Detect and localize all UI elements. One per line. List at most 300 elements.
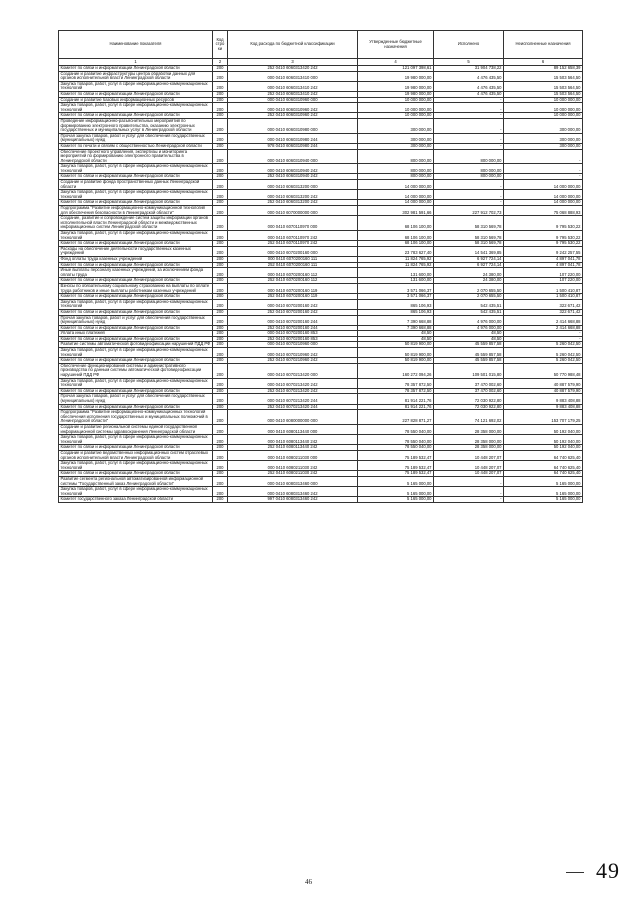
- row-executed: 800 000,00: [434, 174, 504, 180]
- row-kbk: 000 0410 6080000000 000: [228, 410, 358, 425]
- row-kbk: 000 0410 6060310960 000: [228, 97, 358, 103]
- table-row: [59, 180, 583, 190]
- row-code: 200: [213, 315, 228, 325]
- table-row: [59, 348, 583, 358]
- row-executed: 58 310 569,78: [434, 216, 504, 231]
- row-code: 200: [213, 180, 228, 190]
- row-kbk: 000 0410 6060310980 244: [228, 133, 358, 143]
- row-approved: 23 783 627,40: [358, 246, 434, 256]
- row-approved: 78 550 040,00: [358, 445, 434, 451]
- row-unexecuted: -: [504, 164, 583, 174]
- row-name: Комитет по печати и связям с общественностью Ленинградской области: [59, 143, 213, 149]
- row-code: 200: [213, 410, 228, 425]
- row-unexecuted: 5 165 000,00: [504, 476, 583, 486]
- header-unexecuted: Неисполненные назначения: [504, 31, 583, 59]
- column-number: 3: [228, 59, 358, 66]
- row-name: Комитет по связи и информатизации Ленинградской области: [59, 241, 213, 247]
- row-executed: 45 559 857,58: [434, 342, 504, 348]
- row-executed: 109 501 015,80: [434, 363, 504, 378]
- row-kbk: 000 0410 6070200160 111: [228, 256, 358, 262]
- header-name: Наименование показателя: [59, 31, 213, 59]
- row-approved: 300 000,00: [358, 133, 434, 143]
- row-approved: 11 824 765,92: [358, 256, 434, 262]
- row-executed: 28 358 000,00: [434, 445, 504, 451]
- row-approved: 68 106 100,00: [358, 216, 434, 231]
- row-executed: -: [434, 497, 504, 503]
- row-approved: 78 357 872,50: [358, 378, 434, 388]
- row-name: Создание и развитие базовых информационных ресурсов: [59, 97, 213, 103]
- row-kbk: 000 0410 6080211030 000: [228, 450, 358, 460]
- table-body: [59, 66, 583, 503]
- row-name: Комитет по связи и информатизации Ленинградской области: [59, 113, 213, 119]
- table-row: [59, 190, 583, 200]
- row-kbk: 000 0410 6070213420 000: [228, 363, 358, 378]
- header-approved: Утвержденные бюджетные назначения: [358, 31, 434, 59]
- row-approved: 50 819 900,00: [358, 348, 434, 358]
- row-code: 200: [213, 113, 228, 119]
- row-name: Иные выплаты персоналу казенных учреждений, за исключением фонда оплаты труда: [59, 268, 213, 278]
- row-approved: 5 165 000,00: [358, 476, 434, 486]
- row-name: Закупка товаров, работ, услуг в сфере информационно-коммуникационных технологий: [59, 435, 213, 445]
- row-code: 200: [213, 200, 228, 206]
- stamp-dash: [566, 872, 584, 873]
- row-code: 200: [213, 133, 228, 143]
- row-unexecuted: 153 707 179,25: [504, 410, 583, 425]
- row-executed: 58 310 569,78: [434, 231, 504, 241]
- row-unexecuted: 9 795 530,22: [504, 241, 583, 247]
- row-executed: 37 470 002,60: [434, 388, 504, 394]
- row-executed: 37 470 002,60: [434, 378, 504, 388]
- row-unexecuted: 107 220,00: [504, 278, 583, 284]
- row-executed: 24 380,00: [434, 278, 504, 284]
- row-code: 200: [213, 476, 228, 486]
- row-unexecuted: 50 192 040,00: [504, 435, 583, 445]
- row-name: Закупка товаров, работ, услуг в сфере информационно-коммуникационных технологий: [59, 231, 213, 241]
- row-approved: 7 390 668,88: [358, 325, 434, 331]
- table-row: [59, 246, 583, 256]
- row-approved: 131 600,00: [358, 278, 434, 284]
- row-kbk: 252 0410 6080211030 242: [228, 471, 358, 477]
- row-name: Создание и развитие инфраструктуры центра обработки данных для органов исполнительной власти Ленинградской области: [59, 71, 213, 81]
- row-executed: 542 435,51: [434, 299, 504, 309]
- row-kbk: 000 0410 6070210960 000: [228, 342, 358, 348]
- row-name: Комитет по связи и информатизации Ленинградской области: [59, 358, 213, 364]
- row-unexecuted: 322 671,42: [504, 309, 583, 315]
- row-code: 200: [213, 394, 228, 404]
- row-executed: -: [434, 97, 504, 103]
- row-name: Создание и развитие фонда пространственных данных Ленинградской области: [59, 180, 213, 190]
- row-unexecuted: 40 887 579,90: [504, 378, 583, 388]
- row-kbk: 000 0410 6070200160 242: [228, 299, 358, 309]
- row-approved: 10 000 000,00: [358, 103, 434, 113]
- row-executed: 28 358 000,00: [434, 435, 504, 445]
- row-name: Развитие сегмента региональной автоматизированной информационной системы "Государственный заказ Ленинградской области": [59, 476, 213, 486]
- row-name: Проведение информационно-разъяснительных мероприятий по формированию электронного правительства, оказанию электронных государственных и муниципальных услуг в Ленинградской области: [59, 118, 213, 133]
- table-row: [59, 268, 583, 278]
- row-name: Закупка товаров, работ, услуг в сфере информационно-коммуникационных технологий: [59, 164, 213, 174]
- row-kbk: 000 0410 6060313200 000: [228, 180, 358, 190]
- row-executed: 10 448 207,07: [434, 471, 504, 477]
- row-kbk: 000 0410 6070200160 112: [228, 268, 358, 278]
- row-code: 200: [213, 424, 228, 434]
- row-kbk: 252 0410 6060310960 242: [228, 113, 358, 119]
- row-approved: 50 819 900,00: [358, 358, 434, 364]
- row-approved: 800 000,00: [358, 164, 434, 174]
- row-unexecuted: 9 883 408,88: [504, 394, 583, 404]
- row-code: 200: [213, 190, 228, 200]
- row-kbk: 000 0410 6080113440 000: [228, 424, 358, 434]
- row-code: 200: [213, 358, 228, 364]
- budget-table: [58, 30, 583, 503]
- row-kbk: 000 0410 6080113440 242: [228, 435, 358, 445]
- table-row: [59, 283, 583, 293]
- row-kbk: 252 0410 6060313420 242: [228, 66, 358, 72]
- row-name: Комитет по связи и информатизации Ленинградской области: [59, 445, 213, 451]
- row-unexecuted: 4 897 041,78: [504, 262, 583, 268]
- row-executed: 48,50: [434, 336, 504, 342]
- row-unexecuted: 5 260 042,50: [504, 348, 583, 358]
- row-executed: 800 000,00: [434, 164, 504, 174]
- row-name: Комитет по связи и информатизации Ленинградской области: [59, 471, 213, 477]
- row-executed: -: [434, 103, 504, 113]
- row-kbk: 000 0410 6070213420 244: [228, 394, 358, 404]
- row-approved: 10 000 000,00: [358, 113, 434, 119]
- row-unexecuted: -: [504, 336, 583, 342]
- header-kbk: Код расхода по бюджетной классификации: [228, 31, 358, 59]
- row-unexecuted: 322 671,42: [504, 299, 583, 309]
- row-approved: 121 097 398,61: [358, 66, 434, 72]
- row-executed: -: [434, 143, 504, 149]
- row-unexecuted: 4 897 041,78: [504, 256, 583, 262]
- row-name: Комитет по связи и информатизации Ленинградской области: [59, 278, 213, 284]
- row-name: Закупка товаров, работ, услуг в сфере информационно-коммуникационных технологий: [59, 190, 213, 200]
- row-name: Комитет по связи и информатизации Ленинградской области: [59, 66, 213, 72]
- row-unexecuted: 10 000 000,00: [504, 113, 583, 119]
- row-unexecuted: -: [504, 149, 583, 164]
- row-kbk: 997 0410 6080313460 242: [228, 497, 358, 503]
- row-name: Комитет по связи и информатизации Ленинградской области: [59, 91, 213, 97]
- row-code: 200: [213, 262, 228, 268]
- row-name: Закупка товаров, работ, услуг в сфере информационно-коммуникационных технологий: [59, 348, 213, 358]
- row-kbk: 252 0410 6060310940 242: [228, 174, 358, 180]
- row-code: 200: [213, 378, 228, 388]
- row-name: Прочая закупка товаров, работ и услуг для обеспечения государственных (муниципальных) нужд: [59, 133, 213, 143]
- row-code: 200: [213, 241, 228, 247]
- budget-execution-report: [58, 30, 582, 503]
- row-unexecuted: 2 414 668,88: [504, 325, 583, 331]
- row-approved: 160 272 094,26: [358, 363, 434, 378]
- row-executed: 45 559 857,58: [434, 358, 504, 364]
- row-approved: 75 189 532,47: [358, 471, 434, 477]
- row-code: 200: [213, 71, 228, 81]
- row-code: 200: [213, 143, 228, 149]
- row-code: 200: [213, 231, 228, 241]
- table-row: [59, 81, 583, 91]
- row-name: Фонд оплаты труда казенных учреждений: [59, 256, 213, 262]
- row-name: Развитие системы автоматической фотовидеофиксации нарушений ПДД РФ: [59, 342, 213, 348]
- row-executed: 24 380,00: [434, 268, 504, 278]
- row-kbk: 000 0410 6070000000 000: [228, 206, 358, 216]
- row-name: Комитет по связи и информатизации Ленинградской области: [59, 200, 213, 206]
- row-code: 200: [213, 331, 228, 337]
- row-unexecuted: 15 503 564,50: [504, 81, 583, 91]
- row-unexecuted: 1 500 410,87: [504, 294, 583, 300]
- row-executed: -: [434, 180, 504, 190]
- row-executed: 2 070 655,50: [434, 283, 504, 293]
- row-approved: 75 189 532,47: [358, 450, 434, 460]
- row-kbk: 000 0410 6070213420 242: [228, 378, 358, 388]
- page-number: 46: [305, 878, 312, 886]
- row-name: Комитет по связи и информатизации Ленинградской области: [59, 262, 213, 268]
- row-code: 200: [213, 348, 228, 358]
- row-code: 200: [213, 103, 228, 113]
- row-executed: 227 912 702,73: [434, 206, 504, 216]
- row-unexecuted: 2 414 668,88: [504, 315, 583, 325]
- column-number-row: [59, 59, 583, 66]
- row-code: 200: [213, 404, 228, 410]
- row-kbk: 000 0410 6080313460 000: [228, 476, 358, 486]
- table-row: [59, 410, 583, 425]
- row-executed: 14 541 369,85: [434, 246, 504, 256]
- row-code: 200: [213, 206, 228, 216]
- row-name: Прочая закупка товаров, работ и услуг для обеспечения государственных (муниципальных) нужд: [59, 315, 213, 325]
- row-kbk: 000 0410 6070200160 119: [228, 283, 358, 293]
- row-approved: 19 980 000,00: [358, 91, 434, 97]
- row-name: Закупка товаров, работ, услуг в сфере информационно-коммуникационных технологий: [59, 103, 213, 113]
- handwritten-page-stamp: 49: [596, 858, 620, 883]
- row-approved: 800 000,00: [358, 149, 434, 164]
- row-approved: 3 571 066,37: [358, 294, 434, 300]
- row-approved: 865 106,93: [358, 309, 434, 315]
- row-code: 200: [213, 283, 228, 293]
- row-kbk: 000 0410 6060310960 242: [228, 103, 358, 113]
- row-code: 200: [213, 336, 228, 342]
- table-row: [59, 363, 583, 378]
- row-executed: 542 435,51: [434, 309, 504, 315]
- row-name: Комитет по связи и информатизации Ленинградской области: [59, 336, 213, 342]
- row-kbk: 000 0410 6060313410 000: [228, 71, 358, 81]
- row-name: Комитет государственного заказа Ленинградской области: [59, 497, 213, 503]
- row-name: Уплата иных платежей: [59, 331, 213, 337]
- row-name: Подпрограмма "Развитие информационно-коммуникационных технологий обеспечения исполнения государственных и муниципальных полномочий в Ленинградской области": [59, 410, 213, 425]
- column-number: 1: [59, 59, 213, 66]
- row-unexecuted: 15 503 564,50: [504, 91, 583, 97]
- row-approved: 68 106 100,00: [358, 241, 434, 247]
- row-kbk: 000 0410 6080313460 242: [228, 487, 358, 497]
- row-code: 200: [213, 97, 228, 103]
- row-approved: 3 571 066,37: [358, 283, 434, 293]
- row-unexecuted: 5 260 042,50: [504, 342, 583, 348]
- row-name: Закупка товаров, работ, услуг в сфере информационно-коммуникационных технологий: [59, 378, 213, 388]
- row-approved: 300 000,00: [358, 143, 434, 149]
- row-approved: 68 106 100,00: [358, 231, 434, 241]
- header-executed: Исполнено: [434, 31, 504, 59]
- row-unexecuted: 15 503 564,50: [504, 71, 583, 81]
- row-name: Комитет по связи и информатизации Ленинградской области: [59, 309, 213, 315]
- row-code: 200: [213, 216, 228, 231]
- row-code: 200: [213, 174, 228, 180]
- row-approved: 75 189 532,47: [358, 461, 434, 471]
- row-executed: 10 448 207,07: [434, 461, 504, 471]
- row-executed: 800 000,00: [434, 149, 504, 164]
- table-row: [59, 450, 583, 460]
- row-unexecuted: 50 770 988,48: [504, 363, 583, 378]
- row-approved: 10 000 000,00: [358, 97, 434, 103]
- row-kbk: 252 0410 6060313410 242: [228, 91, 358, 97]
- row-kbk: 000 0410 6070200160 244: [228, 315, 358, 325]
- row-code: 200: [213, 278, 228, 284]
- row-approved: 131 600,00: [358, 268, 434, 278]
- row-kbk: 252 0410 6070200160 853: [228, 336, 358, 342]
- row-executed: -: [434, 133, 504, 143]
- row-name: Закупка товаров, работ, услуг в сфере информационно-коммуникационных технологий: [59, 487, 213, 497]
- row-approved: 78 550 040,00: [358, 435, 434, 445]
- row-unexecuted: 64 740 625,40: [504, 461, 583, 471]
- row-kbk: 252 0410 6070210960 242: [228, 358, 358, 364]
- row-unexecuted: 64 740 625,40: [504, 450, 583, 460]
- row-name: Закупка товаров, работ, услуг в сфере информационно-коммуникационных технологий: [59, 461, 213, 471]
- row-executed: 58 310 569,78: [434, 241, 504, 247]
- row-approved: 19 980 000,00: [358, 71, 434, 81]
- row-executed: 72 030 922,80: [434, 394, 504, 404]
- row-unexecuted: 10 000 000,00: [504, 97, 583, 103]
- row-name: Закупка товаров, работ, услуг в сфере информационно-коммуникационных технологий: [59, 81, 213, 91]
- table-row: [59, 164, 583, 174]
- row-executed: 4 476 435,50: [434, 91, 504, 97]
- row-executed: 48,50: [434, 331, 504, 337]
- row-unexecuted: 40 887 579,90: [504, 388, 583, 394]
- row-kbk: 000 0410 6070110970 242: [228, 231, 358, 241]
- row-kbk: 978 0410 6060310980 244: [228, 143, 358, 149]
- row-executed: -: [434, 118, 504, 133]
- row-executed: -: [434, 476, 504, 486]
- table-row: [59, 216, 583, 231]
- table-row: [59, 315, 583, 325]
- row-code: 200: [213, 81, 228, 91]
- column-number: 2: [213, 59, 228, 66]
- row-kbk: 000 0410 6060310980 000: [228, 118, 358, 133]
- row-kbk: 252 0410 6070200160 242: [228, 309, 358, 315]
- row-name: Расходы на обеспечение деятельности государственных казенных учреждений: [59, 246, 213, 256]
- row-approved: 19 980 000,00: [358, 81, 434, 91]
- table-row: [59, 424, 583, 434]
- table-row: [59, 206, 583, 216]
- row-approved: 14 000 000,00: [358, 190, 434, 200]
- row-code: 200: [213, 363, 228, 378]
- row-code: 200: [213, 149, 228, 164]
- row-unexecuted: 1 500 410,87: [504, 283, 583, 293]
- table-row: [59, 103, 583, 113]
- table-row: [59, 299, 583, 309]
- row-name: Комитет по связи и информатизации Ленинградской области: [59, 174, 213, 180]
- row-executed: -: [434, 190, 504, 200]
- row-unexecuted: 9 242 257,55: [504, 246, 583, 256]
- row-unexecuted: 64 740 625,40: [504, 471, 583, 477]
- row-executed: 4 976 000,00: [434, 315, 504, 325]
- row-executed: 2 070 655,50: [434, 294, 504, 300]
- row-approved: 81 914 221,76: [358, 404, 434, 410]
- row-name: Обеспечение функционирования системы и административного производства по данным системы автоматической фотовидеофиксации нарушений ПДД РФ: [59, 363, 213, 378]
- row-code: 200: [213, 164, 228, 174]
- table-row: [59, 118, 583, 133]
- row-executed: 31 904 738,22: [434, 66, 504, 72]
- row-code: 200: [213, 461, 228, 471]
- row-unexecuted: -: [504, 331, 583, 337]
- row-code: 200: [213, 435, 228, 445]
- row-code: 200: [213, 445, 228, 451]
- row-kbk: 252 0410 6070200160 244: [228, 325, 358, 331]
- row-code: 200: [213, 342, 228, 348]
- row-code: 200: [213, 487, 228, 497]
- table-row: [59, 394, 583, 404]
- row-kbk: 252 0410 6070200160 111: [228, 262, 358, 268]
- row-approved: 227 828 871,27: [358, 410, 434, 425]
- row-unexecuted: -: [504, 174, 583, 180]
- row-name: Комитет по связи и информатизации Ленинградской области: [59, 404, 213, 410]
- table-row: [59, 435, 583, 445]
- row-executed: 4 976 000,00: [434, 325, 504, 331]
- row-unexecuted: 9 795 530,22: [504, 231, 583, 241]
- row-unexecuted: 10 000 000,00: [504, 103, 583, 113]
- row-kbk: 000 0410 6080211030 242: [228, 461, 358, 471]
- row-approved: 78 357 872,50: [358, 388, 434, 394]
- column-number: 6: [504, 59, 583, 66]
- row-executed: 10 448 207,07: [434, 450, 504, 460]
- row-approved: 14 000 000,00: [358, 200, 434, 206]
- row-unexecuted: 89 152 658,39: [504, 66, 583, 72]
- row-kbk: 000 0410 6070110970 000: [228, 216, 358, 231]
- row-name: Обеспечение проектного управления, экспертизы и мониторинга мероприятий по формированию электронного правительства в Ленинградской области: [59, 149, 213, 164]
- table-row: [59, 231, 583, 241]
- row-unexecuted: 9 883 408,88: [504, 404, 583, 410]
- row-code: 200: [213, 246, 228, 256]
- row-code: 200: [213, 66, 228, 72]
- column-number: 4: [358, 59, 434, 66]
- row-name: Создание и развитие ведомственных информационных систем отраслевых органов исполнительной власти Ленинградской области: [59, 450, 213, 460]
- row-code: 200: [213, 497, 228, 503]
- row-executed: -: [434, 113, 504, 119]
- row-approved: 302 981 591,66: [358, 206, 434, 216]
- table-row: [59, 476, 583, 486]
- row-kbk: 000 0410 6070200160 000: [228, 246, 358, 256]
- row-executed: 28 358 000,00: [434, 424, 504, 434]
- row-kbk: 000 0410 6070210960 242: [228, 348, 358, 358]
- row-code: 200: [213, 388, 228, 394]
- row-name: Комитет по связи и информатизации Ленинградской области: [59, 325, 213, 331]
- row-unexecuted: 14 000 000,00: [504, 200, 583, 206]
- row-executed: -: [434, 487, 504, 497]
- row-kbk: 252 0410 6070110970 242: [228, 241, 358, 247]
- row-name: Создание и развитие региональной системы единой государственной информационной системы здравоохранения Ленинградской области: [59, 424, 213, 434]
- row-approved: 5 165 000,00: [358, 497, 434, 503]
- row-unexecuted: 50 192 040,00: [504, 445, 583, 451]
- row-code: 200: [213, 450, 228, 460]
- header-code: Код стро ки: [213, 31, 228, 59]
- row-executed: -: [434, 200, 504, 206]
- row-code: 200: [213, 91, 228, 97]
- row-unexecuted: 107 220,00: [504, 268, 583, 278]
- row-unexecuted: 75 068 888,93: [504, 206, 583, 216]
- row-kbk: 000 0410 6060310940 000: [228, 149, 358, 164]
- row-executed: 6 927 724,14: [434, 256, 504, 262]
- table-row: [59, 149, 583, 164]
- table-row: [59, 461, 583, 471]
- row-code: 200: [213, 256, 228, 262]
- row-code: 200: [213, 294, 228, 300]
- row-executed: 74 121 692,02: [434, 410, 504, 425]
- row-kbk: 252 0410 6070200160 119: [228, 294, 358, 300]
- row-unexecuted: 14 000 000,00: [504, 180, 583, 190]
